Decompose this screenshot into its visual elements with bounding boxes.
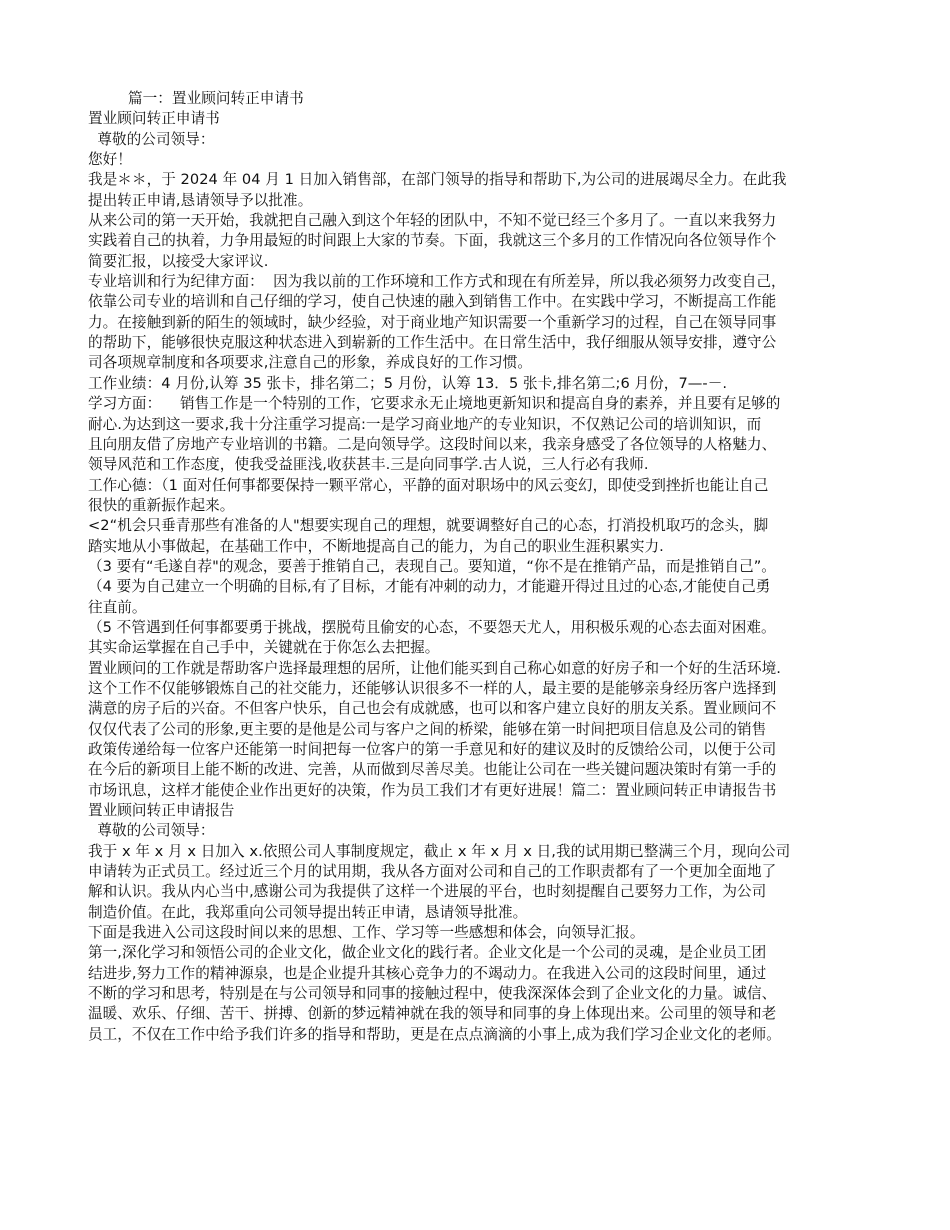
text-line: 在今后的新项目上能不断的改进、完善，从而做到尽善尽美。也能让公司在一些关键问题决策时有第一手的	[88, 761, 777, 779]
text-line: 下面是我进入公司这段时间以来的思想、工作、学习等一些感想和体会，向领导汇报。	[88, 924, 645, 942]
text-line: 解和认识。我从内心当中,感谢公司为我提供了这样一个进展的平台，也时刻提醒自己要努力工作，为公司	[88, 883, 767, 901]
text-line: 领导风范和工作态度，使我受益匪浅,收获甚丰.三是向同事学.古人说，三人行必有我师.	[88, 456, 649, 474]
text-line: 申请转为正式员工。经过近三个月的试用期，我从各方面对公司和自己的工作职责都有了一个更加全面地了	[88, 863, 777, 881]
text-line: 置业顾问的工作就是帮助客户选择最理想的居所，让他们能买到自己称心如意的好房子和一个好的生活环境.	[88, 659, 781, 677]
text-line: <2“机会只垂青那些有准备的人"想要实现自己的理想，就要调整好自己的心态，打消投机取巧的念头，脚	[88, 517, 769, 535]
text-line: 置业顾问转正申请报告	[88, 802, 235, 820]
text-line: 不断的学习和思考，特别是在与公司领导和同事的接触过程中，使我深深体会到了企业文化的力量。诚信、	[88, 985, 777, 1003]
text-line: 政策传递给每一位客户还能第一时间把每一位客户的第一手意见和好的建议及时的反馈给公司，以便于公司	[88, 741, 777, 758]
document-body	[88, 89, 860, 1045]
text-line: 简要汇报，以接受大家评议.	[88, 252, 269, 270]
text-line: 置业顾问转正申请书	[88, 110, 220, 128]
text-line: 很快的重新振作起来。	[88, 496, 235, 514]
text-line: 司各项规章制度和各项要求,注意自己的形象，养成良好的工作习惯。	[88, 354, 533, 372]
text-line: 工作业绩：4 月份,认筹 35 张卡，排名第二；5 月份，认筹 13．5 张卡,排名第二;6 月份，7—-－.	[88, 374, 728, 392]
text-line: 员工，不仅在工作中给予我们许多的指导和帮助，更是在点点滴滴的小事上,成为我们学习企业文化的老师。	[88, 1025, 781, 1043]
text-line: （5 不管遇到任何事都要勇于挑战，摆脱苟且偷安的心态，不要怨天尤人，用积极乐观的心态去面对困难。	[88, 618, 776, 636]
text-line: 市场讯息，这样才能使企业作出更好的决策，作为员工我们才有更好进展！篇二：置业顾问转正申请报告书	[88, 781, 777, 799]
text-line: 往直前。	[88, 598, 147, 616]
text-line: 专业培训和行为纪律方面： 因为我以前的工作环境和工作方式和现在有所差异，所以我必须努力改变自己，	[88, 273, 786, 291]
text-line: 您好！	[88, 151, 132, 169]
text-line: （4 要为自己建立一个明确的目标,有了目标，才能有冲刺的动力，才能避开得过且过的心态,才能使自己勇	[88, 578, 771, 596]
document-heading: 篇一：置业顾问转正申请书	[128, 90, 304, 107]
text-line: 依靠公司专业的培训和自己仔细的学习，使自己快速的融入到销售工作中。在实践中学习，不断提高工作能	[88, 293, 777, 311]
text-line: 结进步,努力工作的精神源泉，也是企业提升其核心竞争力的不竭动力。在我进入公司的这段时间里，通过	[88, 964, 767, 982]
text-line: （3 要有“毛遂自荐"的观念，要善于推销自己，表现自己。要知道，“你不是在推销产品，而是推销自己”。	[88, 557, 776, 575]
text-line: 耐心.为达到这一要求,我十分注重学习提高:一是学习商业地产的专业知识，不仅熟记公司的培训知识，而	[88, 415, 762, 433]
text-line: 力。在接触到新的陌生的领域时，缺少经验，对于商业地产知识需要一个重新学习的过程，自己在领导同事	[88, 313, 777, 331]
text-line: 实践着自己的执着，力争用最短的时间跟上大家的节奏。下面，我就这三个多月的工作情况向各位领导作个	[88, 232, 777, 250]
text-line: 尊敬的公司领导：	[88, 822, 215, 840]
text-line: 其实命运掌握在自己手中，关键就在于你怎么去把握。	[88, 639, 440, 657]
text-line: 踏实地从小事做起，在基础工作中，不断地提高自己的能力，为自己的职业生涯积累实力.	[88, 537, 664, 555]
text-line: 我于 x 年 x 月 x 日加入 x.依照公司人事制度规定，截止 x 年 x 月 x 日,我的试用期已整满三个月，现向公司	[88, 842, 791, 860]
text-line: 我是＊＊，于 2024 年 04 月 1 日加入销售部，在部门领导的指导和帮助下,为公司的进展竭尽全力。在此我	[88, 171, 787, 189]
text-line: 学习方面： 销售工作是一个特别的工作，它要求永无止境地更新知识和提高自身的素养，并且要有足够的	[88, 395, 781, 413]
text-line: 满意的房子后的兴奋。不但客户快乐，自己也会有成就感，也可以和客户建立良好的朋友关系。置业顾问不	[88, 700, 777, 718]
text-line: 制造价值。在此，我郑重向公司领导提出转正申请，恳请领导批准。	[88, 903, 528, 921]
text-line: 的帮助下，能够很快克服这种状态进入到崭新的工作生活中。在日常生活中，我仔细服从领导安排，遵守公	[88, 334, 777, 352]
text-line: 仅仅代表了公司的形象,更主要的是他是公司与客户之间的桥梁，能够在第一时间把项目信息及公司的销售	[88, 720, 767, 738]
text-line: 温暖、欢乐、仔细、苦干、拼搏、创新的梦远精神就在我的领导和同事的身上体现出来。公司里的领导和老	[88, 1005, 777, 1023]
text-line: 提出转正申请,恳请领导予以批准。	[88, 191, 313, 209]
text-line: 第一,深化学习和领悟公司的企业文化，做企业文化的践行者。企业文化是一个公司的灵魂，是企业员工团	[88, 944, 767, 962]
text-line: 这个工作不仅能够锻炼自己的社交能力，还能够认识很多不一样的人，最主要的是能够亲身经历客户选择到	[88, 679, 777, 697]
text-line: 工作心德：（1 面对任何事都要保持一颗平常心，平静的面对职场中的风云变幻，即使受到挫折也能让自己	[88, 476, 769, 494]
text-line: 尊敬的公司领导：	[88, 130, 215, 148]
text-line: 且向朋友借了房地产专业培训的书籍。二是向领导学。这段时间以来，我亲身感受了各位领导的人格魅力、	[88, 435, 777, 453]
text-line: 从来公司的第一天开始，我就把自己融入到这个年轻的团队中，不知不觉已经三个多月了。一直以来我努力	[88, 212, 777, 230]
